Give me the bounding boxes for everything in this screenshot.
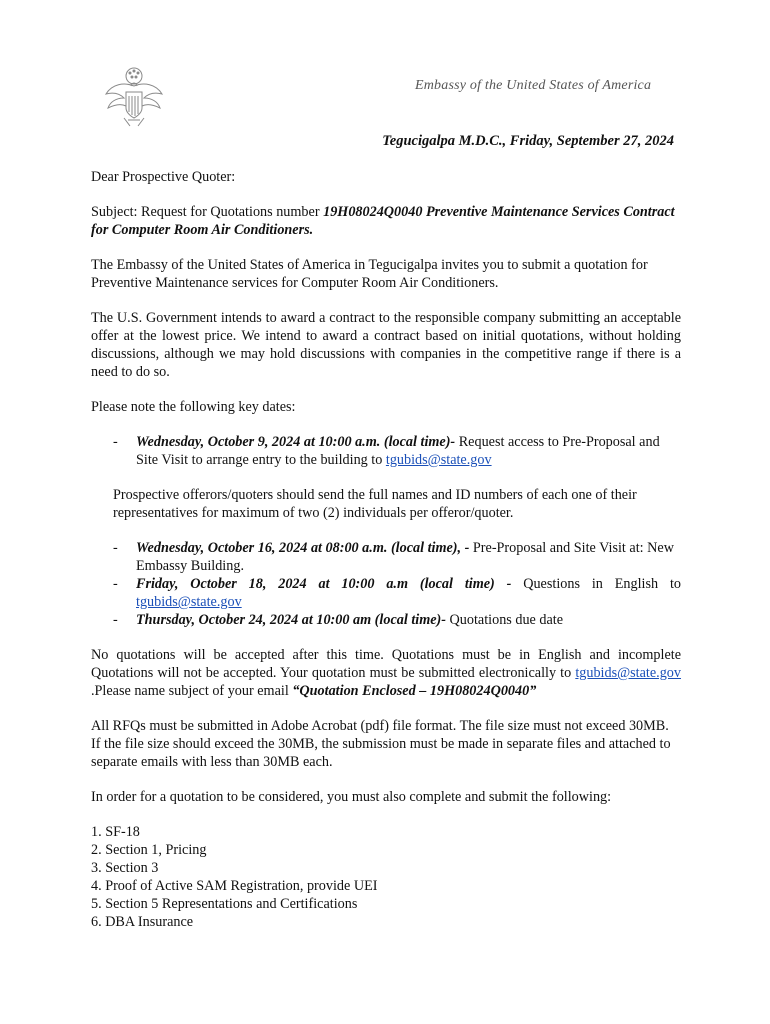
salutation: Dear Prospective Quoter: — [91, 169, 236, 185]
requirements-list — [91, 823, 681, 931]
key-dates-list-2 — [91, 539, 681, 629]
key-dates-intro: Please note the following key dates: — [91, 399, 296, 415]
offerors-note: Prospective offerors/quoters should send the full names and ID numbers of each one of their representatives for maximum of two (2) individuals per offeror/quoter. — [113, 487, 637, 521]
key-date-text: Quotations due date — [446, 612, 564, 628]
key-date-item: - Wednesday, October 16, 2024 at 08:00 a.m. (local time), - Pre-Proposal and Site Visit at: New Embassy Building. — [113, 540, 674, 574]
requirement-item: 5. Section 5 Representations and Certifications — [91, 896, 358, 912]
key-date-label: Friday, October 18, 2024 at 10:00 a.m (local time) - — [136, 576, 512, 592]
requirement-item: 6. DBA Insurance — [91, 914, 194, 930]
requirement-item: 1. SF-18 — [91, 824, 140, 840]
subject-instruction: .Please name subject of your email — [91, 683, 293, 699]
requirement-item: 3. Section 3 — [91, 860, 159, 876]
letter-body — [91, 168, 681, 931]
paragraph-consider: In order for a quotation to be considered, you must also complete and submit the following: — [91, 789, 612, 805]
key-date-item: - Thursday, October 24, 2024 at 10:00 am (local time)- Quotations due date — [113, 612, 564, 628]
dateline: Tegucigalpa M.D.C., Friday, September 27, 2024 — [382, 133, 674, 149]
great-seal-icon — [104, 64, 164, 128]
key-dates-list-1 — [91, 433, 681, 469]
paragraph-pdf: All RFQs must be submitted in Adobe Acrobat (pdf) file format. The file size must not exceed 30MB. If the file size should exceed the 30MB, the submission must be made in separate files and attached to separate emails with less than 30MB each. — [91, 718, 671, 770]
key-date-item: - Wednesday, October 9, 2024 at 10:00 a.m. (local time)- Request access to Pre-Proposal and Site Visit to arrange entry to the building to tgubids@state.gov — [113, 434, 660, 468]
no-quotations-text: No quotations will be accepted after this time. Quotations must be in English and incomplete Quotations will not be accepted. Your quotation must be submitted electronically to — [91, 647, 681, 681]
email-link[interactable]: tgubids@state.gov — [575, 665, 681, 681]
subject-title: 19H08024Q0040 Preventive Maintenance Services Contract for Computer Room Air Conditioners. — [91, 204, 675, 238]
key-date-item: - Friday, October 18, 2024 at 10:00 a.m (local time) - Questions in English to tgubids@state.gov — [113, 576, 681, 610]
email-link[interactable]: tgubids@state.gov — [385, 452, 492, 468]
key-date-text: Questions in English to — [511, 576, 681, 592]
requirement-item: 2. Section 1, Pricing — [91, 842, 207, 858]
requirement-item: 4. Proof of Active SAM Registration, provide UEI — [91, 878, 378, 894]
subject-prefix: Subject: Request for Quotations number — [91, 204, 324, 220]
key-date-text: Request access to Pre-Proposal and Site Visit to arrange entry to the building to — [136, 434, 660, 468]
key-date-text: Pre-Proposal and Site Visit at: New Embassy Building. — [136, 540, 674, 574]
subject-line — [91, 203, 681, 239]
key-date-label: Wednesday, October 16, 2024 at 08:00 a.m. (local time), - — [136, 540, 470, 556]
paragraph-intent: The U.S. Government intends to award a contract to the responsible company submitting an acceptable offer at the lowest price. We intend to award a contract based on initial quotations, without holding discussions, although we may hold discussions with companies in the competitive range if there is a need to do so. — [91, 310, 681, 380]
email-link[interactable]: tgubids@state.gov — [136, 594, 242, 610]
email-subject-required: “Quotation Enclosed – 19H08024Q0040” — [292, 683, 537, 699]
paragraph-invite: The Embassy of the United States of America in Tegucigalpa invites you to submit a quotation for Preventive Maintenance services for Computer Room Air Conditioners. — [91, 257, 648, 291]
key-date-label: Wednesday, October 9, 2024 at 10:00 a.m. (local time)- — [136, 434, 456, 450]
key-date-label: Thursday, October 24, 2024 at 10:00 am (local time)- — [136, 612, 446, 628]
embassy-name: Embassy of the United States of America — [415, 78, 652, 93]
paragraph-no-quotations — [91, 646, 681, 700]
